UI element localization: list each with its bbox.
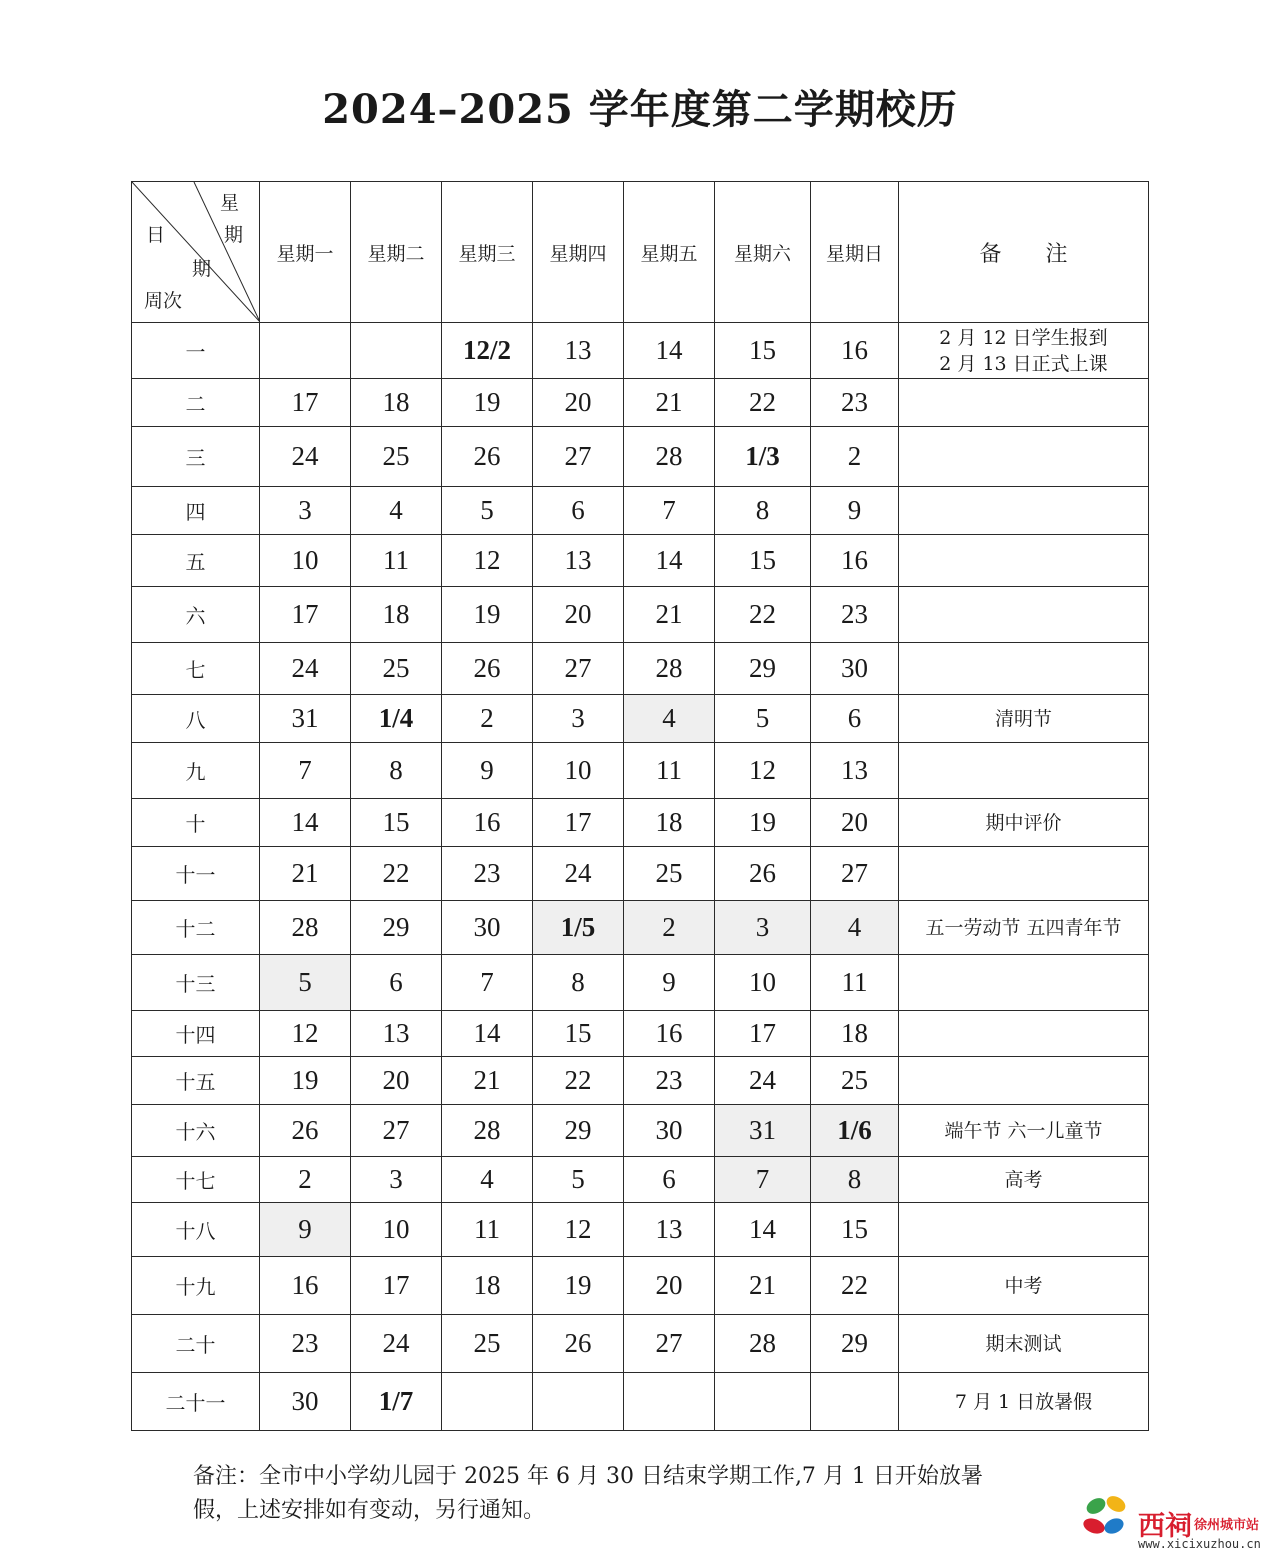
day-cell-fri: 9 xyxy=(624,955,715,1011)
day-cell-mon: 5 xyxy=(260,955,351,1011)
day-cell-wed xyxy=(442,1373,533,1431)
note-cell xyxy=(899,1257,1149,1315)
corner-label-ri: 日 xyxy=(146,224,166,246)
day-cell-sat: 22 xyxy=(715,379,811,427)
week-number-cell: 二 xyxy=(132,379,260,427)
day-cell-sat: 19 xyxy=(715,799,811,847)
week-number-cell: 二十 xyxy=(132,1315,260,1373)
footnote xyxy=(193,1460,1093,1528)
day-cell-tue: 15 xyxy=(351,799,442,847)
week-row xyxy=(132,1011,1149,1057)
week-number-cell: 十五 xyxy=(132,1057,260,1105)
header-row xyxy=(132,182,1149,323)
day-cell-wed: 26 xyxy=(442,427,533,487)
day-cell-fri: 13 xyxy=(624,1203,715,1257)
note-cell xyxy=(899,1203,1149,1257)
note-line: 期中评价 xyxy=(985,811,1062,834)
note-line: 清明节 xyxy=(994,707,1052,730)
day-cell-sat: 12 xyxy=(715,743,811,799)
day-cell-mon: 2 xyxy=(260,1157,351,1203)
day-cell-mon: 17 xyxy=(260,587,351,643)
day-cell-sat: 26 xyxy=(715,847,811,901)
day-cell-fri: 27 xyxy=(624,1315,715,1373)
day-cell-sat: 24 xyxy=(715,1057,811,1105)
note-cell xyxy=(899,535,1149,587)
day-cell-sun: 13 xyxy=(811,743,899,799)
logo-name: 西祠 xyxy=(1138,1511,1192,1542)
day-cell-thu: 12 xyxy=(533,1203,624,1257)
note-cell xyxy=(899,955,1149,1011)
day-cell-fri: 21 xyxy=(624,587,715,643)
day-cell-tue: 18 xyxy=(351,379,442,427)
logo-city: 徐州城市站 xyxy=(1194,1518,1260,1533)
note-line: 端午节 六一儿童节 xyxy=(944,1119,1103,1142)
day-cell-wed: 2 xyxy=(442,695,533,743)
corner-header-cell xyxy=(132,182,260,323)
day-cell-thu: 27 xyxy=(533,427,624,487)
note-cell xyxy=(899,799,1149,847)
day-cell-tue: 20 xyxy=(351,1057,442,1105)
day-cell-fri: 23 xyxy=(624,1057,715,1105)
day-cell-fri: 30 xyxy=(624,1105,715,1157)
day-cell-mon: 14 xyxy=(260,799,351,847)
weekday-header-mon: 星期一 xyxy=(260,182,351,323)
day-cell-wed: 7 xyxy=(442,955,533,1011)
day-cell-tue: 25 xyxy=(351,427,442,487)
day-cell-tue: 11 xyxy=(351,535,442,587)
day-cell-sun: 23 xyxy=(811,587,899,643)
note-cell xyxy=(899,587,1149,643)
day-cell-fri: 2 xyxy=(624,901,715,955)
day-cell-sat xyxy=(715,1373,811,1431)
day-cell-sun: 22 xyxy=(811,1257,899,1315)
day-cell-fri: 6 xyxy=(624,1157,715,1203)
day-cell-mon: 30 xyxy=(260,1373,351,1431)
day-cell-sat: 15 xyxy=(715,323,811,379)
day-cell-thu: 20 xyxy=(533,587,624,643)
day-cell-fri: 16 xyxy=(624,1011,715,1057)
note-cell xyxy=(899,695,1149,743)
note-line: 中考 xyxy=(1004,1274,1043,1297)
day-cell-wed: 19 xyxy=(442,379,533,427)
week-row xyxy=(132,535,1149,587)
day-cell-fri: 11 xyxy=(624,743,715,799)
week-row xyxy=(132,847,1149,901)
week-row xyxy=(132,1157,1149,1203)
day-cell-sun: 9 xyxy=(811,487,899,535)
week-number-cell: 七 xyxy=(132,643,260,695)
day-cell-thu: 15 xyxy=(533,1011,624,1057)
day-cell-tue xyxy=(351,323,442,379)
week-row xyxy=(132,1315,1149,1373)
day-cell-thu: 19 xyxy=(533,1257,624,1315)
day-cell-wed: 12/2 xyxy=(442,323,533,379)
day-cell-fri: 4 xyxy=(624,695,715,743)
day-cell-thu: 17 xyxy=(533,799,624,847)
weekday-header-wed: 星期三 xyxy=(442,182,533,323)
week-row xyxy=(132,379,1149,427)
note-line: 2 月 12 日学生报到 xyxy=(939,326,1108,349)
day-cell-tue: 17 xyxy=(351,1257,442,1315)
day-cell-mon: 10 xyxy=(260,535,351,587)
week-number-cell: 十六 xyxy=(132,1105,260,1157)
day-cell-sat: 21 xyxy=(715,1257,811,1315)
note-line: 期末测试 xyxy=(985,1332,1062,1355)
day-cell-thu: 26 xyxy=(533,1315,624,1373)
week-row xyxy=(132,799,1149,847)
day-cell-wed: 5 xyxy=(442,487,533,535)
day-cell-wed: 21 xyxy=(442,1057,533,1105)
week-number-cell: 二十一 xyxy=(132,1373,260,1431)
note-cell xyxy=(899,847,1149,901)
day-cell-fri: 28 xyxy=(624,427,715,487)
day-cell-fri: 14 xyxy=(624,323,715,379)
note-cell xyxy=(899,487,1149,535)
day-cell-thu: 10 xyxy=(533,743,624,799)
day-cell-tue: 27 xyxy=(351,1105,442,1157)
day-cell-tue: 4 xyxy=(351,487,442,535)
day-cell-mon: 19 xyxy=(260,1057,351,1105)
weekday-header-tue: 星期二 xyxy=(351,182,442,323)
day-cell-fri xyxy=(624,1373,715,1431)
site-logo xyxy=(1080,1492,1275,1552)
week-number-cell: 十八 xyxy=(132,1203,260,1257)
note-cell xyxy=(899,1105,1149,1157)
day-cell-fri: 21 xyxy=(624,379,715,427)
day-cell-sat: 28 xyxy=(715,1315,811,1373)
note-cell xyxy=(899,427,1149,487)
day-cell-tue: 29 xyxy=(351,901,442,955)
day-cell-sat: 29 xyxy=(715,643,811,695)
week-number-cell: 一 xyxy=(132,323,260,379)
note-cell xyxy=(899,643,1149,695)
day-cell-fri: 28 xyxy=(624,643,715,695)
footnote-line-2: 假，上述安排如有变动，另行通知。 xyxy=(193,1498,546,1523)
note-cell xyxy=(899,379,1149,427)
week-number-cell: 十一 xyxy=(132,847,260,901)
day-cell-mon: 23 xyxy=(260,1315,351,1373)
day-cell-fri: 20 xyxy=(624,1257,715,1315)
week-row xyxy=(132,1203,1149,1257)
week-number-cell: 十七 xyxy=(132,1157,260,1203)
day-cell-wed: 19 xyxy=(442,587,533,643)
note-cell xyxy=(899,1011,1149,1057)
day-cell-sat: 17 xyxy=(715,1011,811,1057)
week-row xyxy=(132,1105,1149,1157)
day-cell-thu: 13 xyxy=(533,323,624,379)
note-cell xyxy=(899,743,1149,799)
note-line: 7 月 1 日放暑假 xyxy=(954,1390,1093,1413)
day-cell-mon xyxy=(260,323,351,379)
day-cell-mon: 26 xyxy=(260,1105,351,1157)
day-cell-sat: 3 xyxy=(715,901,811,955)
day-cell-wed: 11 xyxy=(442,1203,533,1257)
week-number-cell: 六 xyxy=(132,587,260,643)
week-row xyxy=(132,643,1149,695)
week-row xyxy=(132,427,1149,487)
note-cell xyxy=(899,1315,1149,1373)
day-cell-tue: 1/4 xyxy=(351,695,442,743)
day-cell-tue: 3 xyxy=(351,1157,442,1203)
note-cell xyxy=(899,1373,1149,1431)
corner-label-qi-top: 期 xyxy=(224,224,244,246)
week-row xyxy=(132,743,1149,799)
day-cell-wed: 16 xyxy=(442,799,533,847)
day-cell-fri: 7 xyxy=(624,487,715,535)
day-cell-sun: 20 xyxy=(811,799,899,847)
week-row xyxy=(132,695,1149,743)
day-cell-sat: 31 xyxy=(715,1105,811,1157)
day-cell-sun: 16 xyxy=(811,535,899,587)
day-cell-fri: 18 xyxy=(624,799,715,847)
week-number-cell: 八 xyxy=(132,695,260,743)
week-row xyxy=(132,901,1149,955)
day-cell-wed: 18 xyxy=(442,1257,533,1315)
day-cell-tue: 24 xyxy=(351,1315,442,1373)
page-title: 2024–2025 学年度第二学期校历 xyxy=(322,86,958,133)
week-row xyxy=(132,487,1149,535)
logo-url: www.xicixuzhou.cn xyxy=(1138,1537,1261,1551)
day-cell-sun: 29 xyxy=(811,1315,899,1373)
day-cell-wed: 9 xyxy=(442,743,533,799)
calendar-body xyxy=(132,323,1149,1431)
day-cell-thu xyxy=(533,1373,624,1431)
week-row xyxy=(132,955,1149,1011)
week-row xyxy=(132,1373,1149,1431)
day-cell-wed: 30 xyxy=(442,901,533,955)
day-cell-sat: 10 xyxy=(715,955,811,1011)
week-number-cell: 十四 xyxy=(132,1011,260,1057)
day-cell-sat: 1/3 xyxy=(715,427,811,487)
note-line: 2 月 13 日正式上课 xyxy=(939,352,1108,375)
week-row xyxy=(132,587,1149,643)
day-cell-wed: 26 xyxy=(442,643,533,695)
day-cell-sun xyxy=(811,1373,899,1431)
day-cell-fri: 25 xyxy=(624,847,715,901)
day-cell-tue: 10 xyxy=(351,1203,442,1257)
day-cell-mon: 9 xyxy=(260,1203,351,1257)
day-cell-thu: 27 xyxy=(533,643,624,695)
day-cell-sun: 11 xyxy=(811,955,899,1011)
day-cell-wed: 14 xyxy=(442,1011,533,1057)
day-cell-wed: 23 xyxy=(442,847,533,901)
day-cell-sat: 14 xyxy=(715,1203,811,1257)
day-cell-tue: 22 xyxy=(351,847,442,901)
week-row xyxy=(132,323,1149,379)
day-cell-thu: 8 xyxy=(533,955,624,1011)
week-number-cell: 九 xyxy=(132,743,260,799)
day-cell-mon: 12 xyxy=(260,1011,351,1057)
footnote-line-1: 备注：全市中小学幼儿园于 2025 年 6 月 30 日结束学期工作,7 月 1 日开始放暑 xyxy=(193,1464,983,1489)
day-cell-thu: 3 xyxy=(533,695,624,743)
day-cell-wed: 25 xyxy=(442,1315,533,1373)
day-cell-sat: 8 xyxy=(715,487,811,535)
note-cell xyxy=(899,1057,1149,1105)
day-cell-mon: 28 xyxy=(260,901,351,955)
day-cell-sun: 1/6 xyxy=(811,1105,899,1157)
week-number-cell: 四 xyxy=(132,487,260,535)
day-cell-thu: 22 xyxy=(533,1057,624,1105)
day-cell-fri: 14 xyxy=(624,535,715,587)
week-number-cell: 十 xyxy=(132,799,260,847)
week-number-cell: 五 xyxy=(132,535,260,587)
day-cell-sun: 16 xyxy=(811,323,899,379)
day-cell-wed: 12 xyxy=(442,535,533,587)
day-cell-mon: 17 xyxy=(260,379,351,427)
day-cell-mon: 16 xyxy=(260,1257,351,1315)
corner-label-qi-mid: 期 xyxy=(192,258,212,280)
note-cell xyxy=(899,1157,1149,1203)
day-cell-mon: 24 xyxy=(260,643,351,695)
day-cell-thu: 29 xyxy=(533,1105,624,1157)
week-row xyxy=(132,1057,1149,1105)
day-cell-tue: 18 xyxy=(351,587,442,643)
week-number-cell: 十三 xyxy=(132,955,260,1011)
weekday-header-sun: 星期日 xyxy=(811,182,899,323)
note-line: 高考 xyxy=(1004,1168,1043,1191)
day-cell-thu: 20 xyxy=(533,379,624,427)
day-cell-tue: 8 xyxy=(351,743,442,799)
petal-logo-icon xyxy=(1080,1492,1136,1548)
day-cell-sun: 23 xyxy=(811,379,899,427)
day-cell-mon: 7 xyxy=(260,743,351,799)
day-cell-sat: 22 xyxy=(715,587,811,643)
note-cell xyxy=(899,323,1149,379)
week-number-cell: 十九 xyxy=(132,1257,260,1315)
day-cell-sun: 30 xyxy=(811,643,899,695)
day-cell-tue: 13 xyxy=(351,1011,442,1057)
week-number-cell: 三 xyxy=(132,427,260,487)
week-row xyxy=(132,1257,1149,1315)
day-cell-thu: 24 xyxy=(533,847,624,901)
day-cell-sun: 2 xyxy=(811,427,899,487)
day-cell-mon: 31 xyxy=(260,695,351,743)
corner-label-xing: 星 xyxy=(220,192,240,214)
day-cell-sun: 25 xyxy=(811,1057,899,1105)
day-cell-sat: 15 xyxy=(715,535,811,587)
day-cell-sat: 5 xyxy=(715,695,811,743)
note-line: 五一劳动节 五四青年节 xyxy=(925,916,1122,939)
day-cell-thu: 1/5 xyxy=(533,901,624,955)
day-cell-sun: 6 xyxy=(811,695,899,743)
day-cell-wed: 28 xyxy=(442,1105,533,1157)
notes-header: 备 注 xyxy=(899,182,1149,323)
day-cell-sat: 7 xyxy=(715,1157,811,1203)
day-cell-tue: 6 xyxy=(351,955,442,1011)
weekday-header-sat: 星期六 xyxy=(715,182,811,323)
day-cell-mon: 21 xyxy=(260,847,351,901)
calendar-table xyxy=(131,181,1149,1431)
week-number-cell: 十二 xyxy=(132,901,260,955)
weekday-header-thu: 星期四 xyxy=(533,182,624,323)
day-cell-sun: 18 xyxy=(811,1011,899,1057)
day-cell-thu: 13 xyxy=(533,535,624,587)
day-cell-sun: 15 xyxy=(811,1203,899,1257)
day-cell-sun: 4 xyxy=(811,901,899,955)
day-cell-sun: 8 xyxy=(811,1157,899,1203)
day-cell-thu: 5 xyxy=(533,1157,624,1203)
day-cell-mon: 3 xyxy=(260,487,351,535)
day-cell-mon: 24 xyxy=(260,427,351,487)
day-cell-wed: 4 xyxy=(442,1157,533,1203)
weekday-header-fri: 星期五 xyxy=(624,182,715,323)
day-cell-tue: 1/7 xyxy=(351,1373,442,1431)
day-cell-tue: 25 xyxy=(351,643,442,695)
day-cell-thu: 6 xyxy=(533,487,624,535)
corner-label-zhouci: 周次 xyxy=(144,290,183,312)
note-cell xyxy=(899,901,1149,955)
day-cell-sun: 27 xyxy=(811,847,899,901)
